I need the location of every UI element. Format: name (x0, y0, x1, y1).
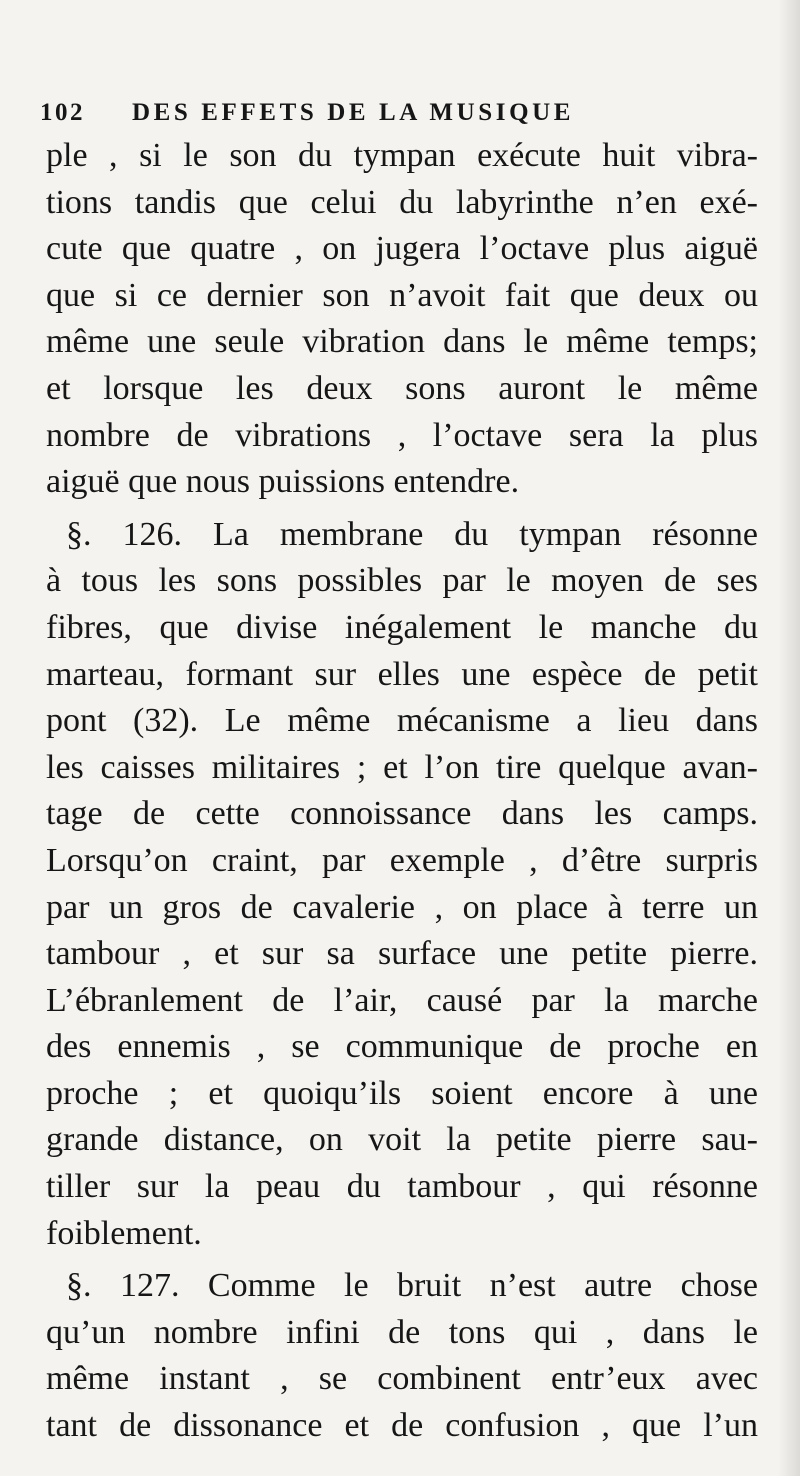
text-line: des ennemis , se communique de proche en (46, 1028, 758, 1066)
text-line: marteau, formant sur elles une espèce de petit (46, 655, 758, 693)
text-line: §. 126. La membrane du tympan résonne (66, 515, 758, 553)
running-head-title: DES EFFETS DE LA MUSIQUE (132, 99, 575, 126)
text-line: par un gros de cavalerie , on place à terre un (46, 888, 758, 926)
text-line: foiblement. (46, 1214, 202, 1252)
text-line: tant de dissonance et de confusion , que l’un (46, 1407, 758, 1445)
text-line: même instant , se combinent entr’eux avec (46, 1360, 758, 1398)
text-line: cute que quatre , on jugera l’octave plus aiguë (46, 230, 758, 268)
text-line: à tous les sons possibles par le moyen de ses (46, 562, 758, 600)
text-line: tage de cette connoissance dans les camps. (46, 795, 758, 833)
text-line: grande distance, on voit la petite pierre sau- (46, 1121, 758, 1159)
text-line: et lorsque les deux sons auront le même (46, 369, 758, 407)
text-line: les caisses militaires ; et l’on tire quelque avan- (46, 748, 758, 786)
text-line: fibres, que divise inégalement le manche du (46, 608, 758, 646)
text-line: §. 127. Comme le bruit n’est autre chose (66, 1267, 758, 1305)
text-line: L’ébranlement de l’air, causé par la marche (46, 981, 758, 1019)
text-line: Lorsqu’on craint, par exemple , d’être surpris (46, 841, 758, 879)
text-line: que si ce dernier son n’avoit fait que deux ou (46, 276, 758, 314)
text-line: même une seule vibration dans le même temps; (46, 323, 758, 361)
text-line: qu’un nombre infini de tons qui , dans le (46, 1313, 758, 1351)
text-line: pont (32). Le même mécanisme a lieu dans (46, 702, 758, 740)
text-line: tambour , et sur sa surface une petite pierre. (46, 935, 758, 973)
running-head (40, 96, 740, 130)
text-line: tiller sur la peau du tambour , qui résonne (46, 1168, 758, 1206)
page-edge-shadow (778, 0, 800, 1476)
page-number: 102 (40, 99, 85, 126)
body-text (46, 133, 758, 1450)
text-line: tions tandis que celui du labyrinthe n’en exé- (46, 183, 758, 221)
text-line: ple , si le son du tympan exécute huit vibra- (46, 137, 758, 174)
text-line: proche ; et quoiqu’ils soient encore à une (46, 1074, 758, 1112)
text-line: aiguë que nous puissions entendre. (46, 463, 520, 501)
text-line: nombre de vibrations , l’octave sera la plus (46, 416, 758, 454)
